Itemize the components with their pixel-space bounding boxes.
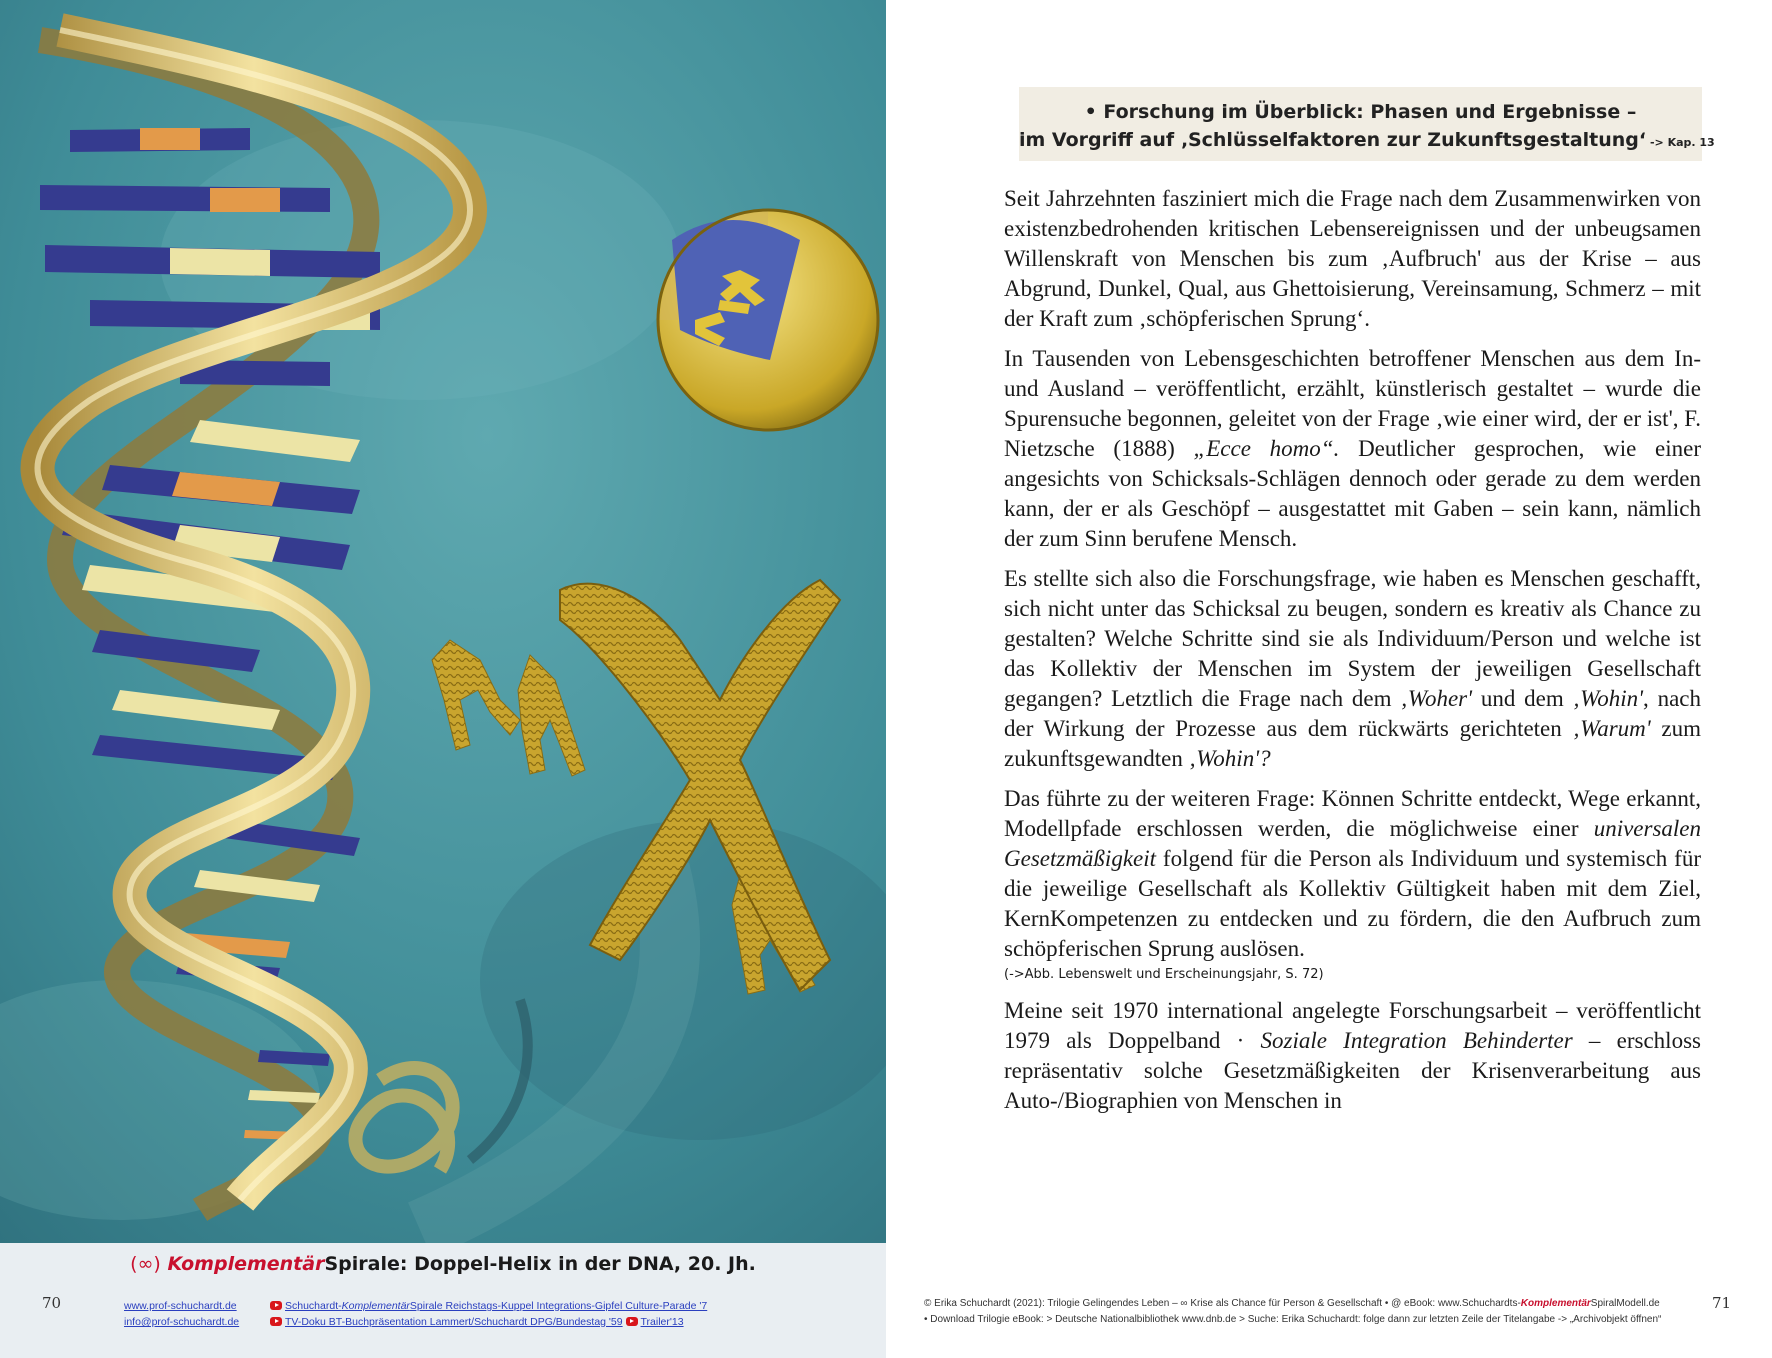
paragraph-3-italic-2: ‚Wohin' <box>1572 686 1644 711</box>
footer-copyright-url: SpiralModell.de <box>1590 1298 1660 1309</box>
paragraph-1: Seit Jahrzehnten fasziniert mich die Frage nach dem Zusammenwirken von existenzbedrohenden kritischen Lebensereignissen und der unbeugsamen Willenskraft von Menschen bis zum ‚Aufbruch' aus der Krise – aus Abgrund, Dunkel, Qual, aus Ghettoisierung, Vereinsamung, Schmerz – mit der Kraft zum ‚schöpferischen Sprung‘. <box>1004 186 1701 331</box>
paragraph-5 <box>1004 996 1701 1116</box>
video-link-spirale-pre: Schuchardt- <box>285 1300 342 1312</box>
video-link-spirale-post: Spirale Reichstags-Kuppel Integrations-Gipfel Culture-Parade '7 <box>409 1300 708 1312</box>
paragraph-3-italic-1: ‚Woher' <box>1400 686 1473 711</box>
paragraph-2-part-a: In Tausenden von Lebensgeschichten betroffener Menschen aus dem In- und Ausland – veröffentlicht, erzählt, künstlerisch gestaltet – wurde die Spurensuche begonnen, geleitet von der Frage ‚wie einer wird, der er ist', F. Nietzsche (1888) <box>1004 346 1701 461</box>
body-text <box>1004 184 1701 1126</box>
section-heading-box <box>1019 87 1715 161</box>
paragraph-3-italic-4: ‚Wohin'? <box>1188 746 1271 771</box>
paragraph-3-italic-3: ‚Warum' <box>1572 716 1651 741</box>
paragraph-2 <box>1004 344 1701 554</box>
paragraph-3-part-a: Es stellte sich also die Forschungsfrage, wie haben es Menschen geschafft, sich nicht unter das Schicksal zu beugen, sondern es kreativ als Chance zu gestalten? Welche Schritte sind sie als Individuum/Person und welche ist das Kollektiv der Menschen im System der jeweiligen Gesellschaft gegangen? Letztlich die Frage nach dem <box>1004 566 1701 711</box>
paragraph-4-part-b: folgend für die Person als Individuum und systemisch für die jeweilige Gesellschaft als Kollektiv Gültigkeit haben mit dem Ziel, KernKompetenzen zu entdecken und zu fördern, die den Aufbruch zum schöpferischen Sprung auslösen. <box>1004 846 1701 961</box>
footer-video-row-2 <box>270 1316 684 1328</box>
paragraph-5-part-b: – erschloss repräsentativ solche Gesetzmäßigkeiten der Krisenverarbeitung aus Auto-/Biographien von Menschen in <box>1004 1028 1701 1113</box>
youtube-play-icon <box>270 1301 282 1310</box>
footer-brand: Komplementär <box>1520 1298 1591 1309</box>
paragraph-3-part-c: , nach der Wirkung der Prozesse aus dem rückwärts gerichteten <box>1004 686 1701 741</box>
youtube-play-icon <box>270 1317 282 1326</box>
footer-copyright-text: © Erika Schuchardt (2021): Trilogie Gelingendes Leben – ∞ Krise als Chance für Person & Gesellschaft • @ eBook: www.Schuchardts- <box>924 1298 1521 1309</box>
paragraph-3-part-d: zum zukunftsgewandten <box>1004 716 1701 771</box>
page-number-right: 71 <box>1712 1294 1732 1312</box>
website-link[interactable]: www.prof-schuchardt.de <box>124 1300 237 1312</box>
footer-video-row-1 <box>270 1300 707 1312</box>
footer-link-email-row <box>124 1316 239 1328</box>
figure-reference: (->Abb. Lebenswelt und Erscheinungsjahr, S. 72) <box>1004 967 1324 982</box>
right-page <box>886 0 1772 1358</box>
caption-text: Spirale: Doppel-Helix in der DNA, 20. Jh. <box>324 1253 756 1275</box>
paragraph-4-part-a: Das führte zu der weiteren Frage: Können Schritte entdeckt, Wege erkannt, Modellpfade erschlossen werden, die möglichweise einer <box>1004 786 1701 841</box>
paragraph-5-part-a: Meine seit 1970 international angelegte Forschungsarbeit – veröffentlicht 1979 als Doppelband · <box>1004 998 1701 1053</box>
paragraph-3 <box>1004 564 1701 774</box>
caption-brand: Komplementär <box>167 1253 325 1275</box>
video-link-spirale[interactable] <box>285 1300 707 1312</box>
paragraph-3-part-b: und dem <box>1472 686 1573 711</box>
dna-helix-artwork <box>0 0 886 1243</box>
footer-copyright-line <box>924 1298 1660 1309</box>
video-link-tv-doku[interactable]: TV-Doku BT-Buchpräsentation Lammert/Schuchardt DPG/Bundestag '59 <box>285 1316 623 1328</box>
youtube-play-icon <box>626 1317 638 1326</box>
paragraph-4-italic: universalen Gesetzmäßigkeit <box>1004 816 1701 871</box>
section-heading-line2 <box>1019 129 1715 151</box>
section-heading-line1: • Forschung im Überblick: Phasen und Ergebnisse – <box>1084 101 1637 123</box>
page-number-left: 70 <box>42 1294 62 1312</box>
section-heading-line2-text: im Vorgriff auf ‚Schlüsselfaktoren zur Zukunftsgestaltung‘ <box>1019 129 1647 151</box>
email-link[interactable]: info@prof-schuchardt.de <box>124 1316 240 1328</box>
video-link-spirale-brand: Komplementär <box>341 1300 410 1312</box>
figure-caption <box>0 1253 886 1275</box>
paragraph-5-italic: Soziale Integration Behinderter <box>1260 1028 1573 1053</box>
paragraph-2-part-b: Deutlicher gesprochen, wie einer angesichts von Schicksals-Schlägen dennoch oder gerade zu dem werden kann, der er als Geschöpf – ausgestattet mit Gaben – sein kann, nämlich der zum Sinn berufene Mensch. <box>1004 436 1701 551</box>
footer-link-website-row <box>124 1300 237 1312</box>
video-link-trailer[interactable]: Trailer'13 <box>640 1316 684 1328</box>
chapter-reference: -> Kap. 13 <box>1646 136 1715 149</box>
paragraph-2-italic: „Ecce homo“. <box>1193 436 1340 461</box>
dna-double-helix-illustration <box>0 0 886 1243</box>
infinity-logo-icon: (∞) <box>130 1253 161 1275</box>
paragraph-4 <box>1004 784 1701 986</box>
footer-download-line: • Download Trilogie eBook: > Deutsche Nationalbibliothek www.dnb.de > Suche: Erika Schuchardt: folge dann zur letzten Zeile der Titelangabe -> „Archivobjekt öffnen“ <box>924 1314 1662 1325</box>
